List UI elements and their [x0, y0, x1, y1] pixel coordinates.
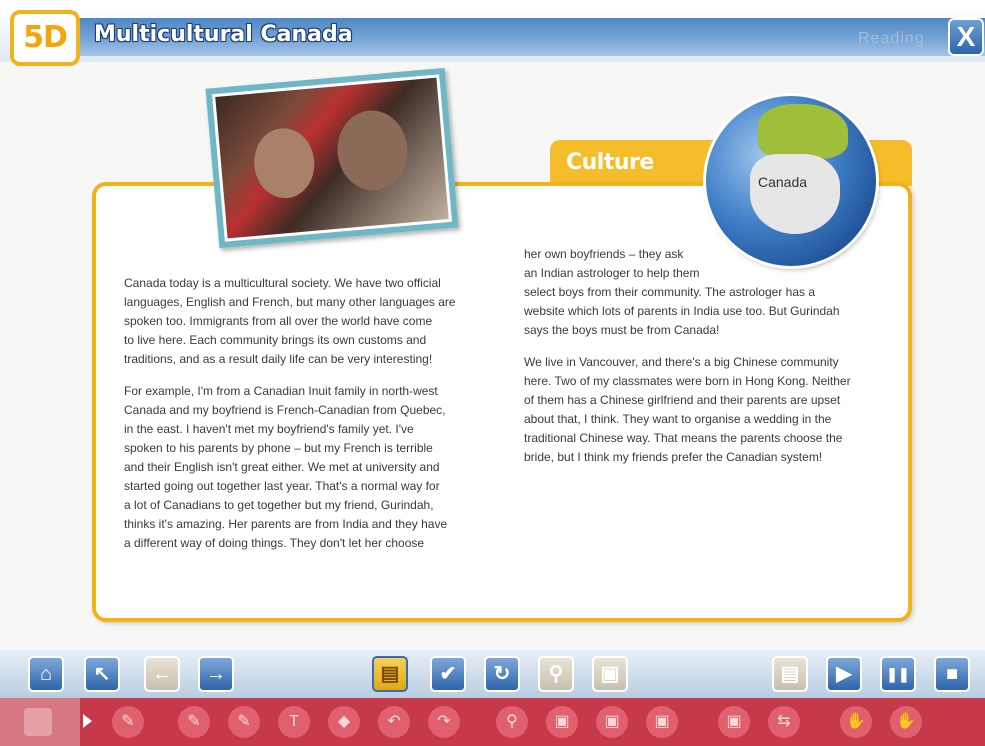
reset-button[interactable]: ↻ [484, 656, 520, 692]
text-line: traditions, and as a result daily life can be very interesting! [124, 352, 433, 366]
text-line: select boys from their community. The astrologer has a [524, 285, 816, 299]
magnifier-icon[interactable]: ⚲ [496, 706, 528, 738]
text-line: a different way of doing things. They don't let her choose [124, 536, 425, 550]
globe-canada-land [758, 104, 848, 159]
text-line: to live here. Each community brings its own customs and [124, 333, 427, 347]
tools-toggle-square[interactable] [24, 708, 52, 736]
forward-button[interactable]: → [198, 656, 234, 692]
text-line: an Indian astrologer to help them [524, 266, 700, 280]
unit-badge: 5D [10, 10, 80, 66]
text-line: her own boyfriends – they ask [524, 247, 684, 261]
culture-heading: Culture [566, 150, 654, 175]
page-title: Multicultural Canada [94, 22, 353, 47]
text-line: website which lots of parents in India use too. But Gurindah [524, 304, 840, 318]
text-line: We live in Vancouver, and there's a big Chinese community [524, 355, 839, 369]
section-label: Reading [858, 30, 925, 47]
swap-tool-icon[interactable]: ⇆ [768, 706, 800, 738]
text-line: in the east. I haven't met my boyfriend's family yet. I've [124, 422, 414, 436]
left-column [124, 274, 502, 566]
window-tool-icon[interactable]: ▣ [718, 706, 750, 738]
transcript-button[interactable]: ▤ [772, 656, 808, 692]
tools-bar [0, 698, 985, 746]
redo-icon[interactable]: ↷ [428, 706, 460, 738]
screen-tool-icon[interactable]: ▣ [596, 706, 628, 738]
text-line: says the boys must be from Canada! [524, 323, 720, 337]
text-line: languages, English and French, but many other languages are [124, 295, 456, 309]
text-line: For example, I'm from a Canadian Inuit family in north-west [124, 384, 438, 398]
left-paragraph-2 [124, 382, 502, 553]
up-left-button[interactable]: ↖ [84, 656, 120, 692]
home-button[interactable]: ⌂ [28, 656, 64, 692]
hand-tool-icon[interactable]: ✋ [840, 706, 872, 738]
hand-tool-icon[interactable]: ✋ [890, 706, 922, 738]
back-button[interactable]: ← [144, 656, 180, 692]
stop-button[interactable]: ■ [934, 656, 970, 692]
text-line: spoken to his parents by phone – but my French is terrible [124, 441, 433, 455]
text-line: and their English isn't great either. We met at university and [124, 460, 440, 474]
text-line: Canada today is a multicultural society. We have two official [124, 276, 441, 290]
right-column [524, 283, 904, 480]
tools-expand-arrow-icon[interactable] [83, 714, 92, 728]
couple-photo [205, 68, 458, 248]
close-button[interactable]: X [948, 18, 984, 56]
zoom-button[interactable]: ⚲ [538, 656, 574, 692]
text-line: about that, I think. They want to organise a wedding in the [524, 412, 832, 426]
text-line: Canada and my boyfriend is French-Canadian from Quebec, [124, 403, 446, 417]
globe-america-land [750, 154, 840, 234]
pen-tool-icon[interactable]: ✎ [112, 706, 144, 738]
globe-label: Canada [758, 174, 808, 190]
pause-button[interactable]: ❚❚ [880, 656, 916, 692]
highlighter-tool-icon[interactable]: ✎ [228, 706, 260, 738]
text-line: here. Two of my classmates were born in Hong Kong. Neither [524, 374, 851, 388]
right-paragraph-1 [524, 283, 904, 340]
right-paragraph-2 [524, 353, 904, 467]
text-tool-icon[interactable]: T [278, 706, 310, 738]
text-line: bride, but I think my friends prefer the Canadian system! [524, 450, 823, 464]
right-column-top [524, 245, 734, 283]
text-line: spoken too. Immigrants from all over the world have come [124, 314, 433, 328]
video-button[interactable]: ▣ [592, 656, 628, 692]
screen-tool-icon[interactable]: ▣ [546, 706, 578, 738]
text-line: traditional Chinese way. That means the parents choose the [524, 431, 843, 445]
screen-tool-icon[interactable]: ▣ [646, 706, 678, 738]
pen-tool-icon[interactable]: ✎ [178, 706, 210, 738]
text-line: a lot of Canadians to get together but my friend, Gurindah, [124, 498, 434, 512]
play-button[interactable]: ▶ [826, 656, 862, 692]
photo-image [215, 78, 449, 239]
navigation-toolbar [0, 650, 985, 698]
notes-button[interactable]: ▤ [372, 656, 408, 692]
left-paragraph-1 [124, 274, 502, 369]
undo-icon[interactable]: ↶ [378, 706, 410, 738]
eraser-tool-icon[interactable]: ◆ [328, 706, 360, 738]
text-line: of them has a Chinese girlfriend and their parents are upset [524, 393, 841, 407]
check-button[interactable]: ✔ [430, 656, 466, 692]
text-line: thinks it's amazing. Her parents are from India and they have [124, 517, 448, 531]
text-line: started going out together last year. That's a normal way for [124, 479, 440, 493]
